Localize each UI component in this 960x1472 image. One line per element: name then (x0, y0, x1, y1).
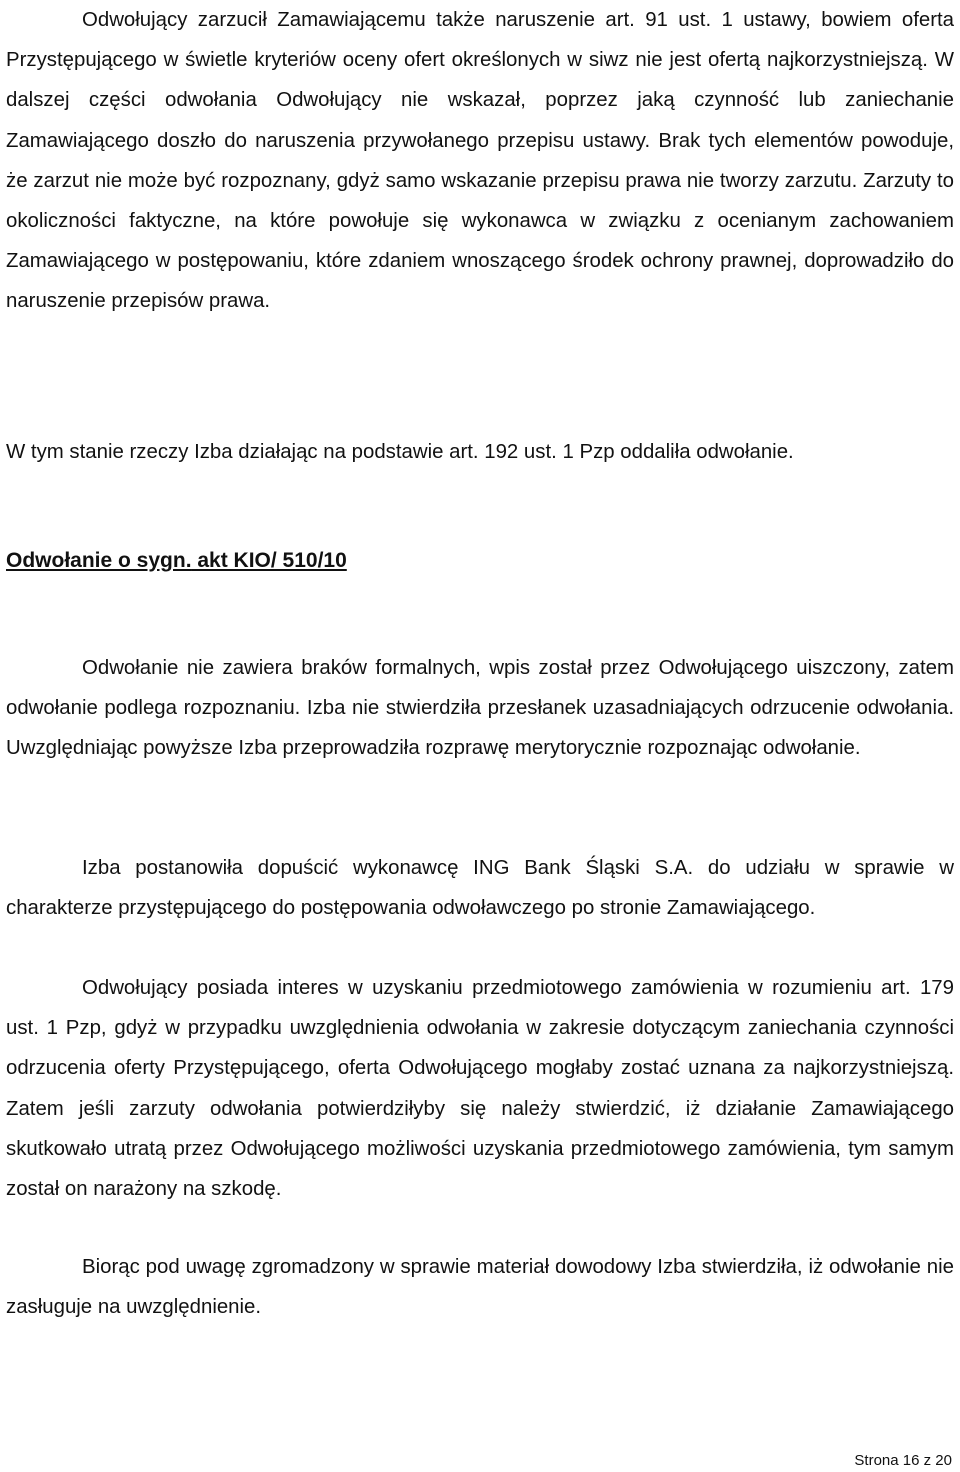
paragraph-conclusion: Biorąc pod uwagę zgromadzony w sprawie materiał dowodowy Izba stwierdziła, iż odwołanie nie zasługuje na uwzględnienie. (6, 1256, 954, 1319)
paragraph-formal-requirements: Odwołanie nie zawiera braków formalnych, wpis został przez Odwołującego uiszczony, zatem odwołanie podlega rozpoznaniu. Izba nie stwierdziła przesłanek uzasadniających odrzucenie odwołania. Uwzględniając powyższe Izba przeprowadziła rozprawę merytorycznie rozpoznając odwołanie. (6, 657, 954, 760)
paragraph-intervener-admission: Izba postanowiła dopuścić wykonawcę ING Bank Śląski S.A. do udziału w sprawie w charakterze przystępującego do postępowania odwoławczego po stronie Zamawiającego. (6, 857, 954, 920)
paragraph-dismissal: W tym stanie rzeczy Izba działając na podstawie art. 192 ust. 1 Pzp oddaliła odwołanie. (6, 441, 794, 463)
section-heading (6, 541, 347, 581)
heading-case-label: Odwołanie o sygn. (6, 549, 192, 572)
heading-case-number: akt KIO/ 510/10 (191, 549, 347, 572)
paragraph-legal-interest: Odwołujący posiada interes w uzyskaniu przedmiotowego zamówienia w rozumieniu art. 179 ust. 1 Pzp, gdyż w przypadku uwzględnienia odwołania w zakresie dotyczącym zaniechania czynności odrzucenia oferty Przystępującego, oferta Odwołującego mogłaby zostać uznana za najkorzystniejszą. Zatem jeśli zarzuty odwołania potwierdziłyby się należy stwierdzić, iż działanie Zamawiającego skutkowało utratą przez Odwołującego możliwości uzyskania przedmiotowego zamówienia, tym samym został on narażony na szkodę. (6, 977, 954, 1201)
paragraph-article-91-objection: Odwołujący zarzucił Zamawiającemu także naruszenie art. 91 ust. 1 ustawy, bowiem oferta Przystępującego w świetle kryteriów oceny ofert określonych w siwz nie jest ofertą najkorzystniejszą. W dalszej części odwołania Odwołujący nie wskazał, poprzez jaką czynność lub zaniechanie Zamawiającego doszło do naruszenia przywołanego przepisu ustawy. Brak tych elementów powoduje, że zarzut nie może być rozpoznany, gdyż samo wskazanie przepisu prawa nie tworzy zarzutu. Zarzuty to okoliczności faktyczne, na które powołuje się wykonawca w związku z ocenianym zachowaniem Zamawiającego w postępowaniu, które zdaniem wnoszącego środek ochrony prawnej, doprowadziło do naruszenie przepisów prawa. (6, 9, 954, 313)
page-number-footer: Strona 16 z 20 (854, 1452, 952, 1469)
